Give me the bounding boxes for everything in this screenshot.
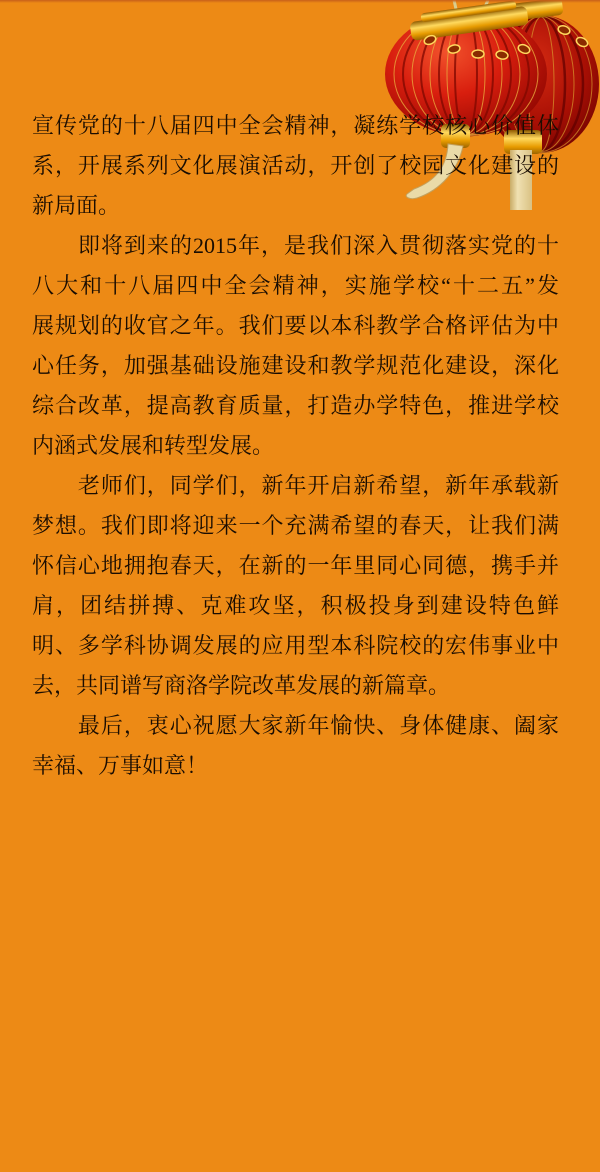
text-line: 怀信心地拥抱春天，在新的一年里同心同德，携手并 — [32, 553, 559, 578]
text-line: 幸福、万事如意！ — [32, 753, 209, 778]
text-line: 宣传党的十八届四中全会精神，凝练学校核心价值体 — [32, 113, 559, 138]
top-edge-divider — [0, 0, 600, 3]
paragraph-4 — [32, 706, 559, 786]
paragraph-1 — [32, 106, 559, 226]
text-line: 心任务，加强基础设施建设和教学规范化建设，深化 — [32, 353, 559, 378]
text-line: 老师们，同学们，新年开启新希望，新年承载新 — [32, 473, 559, 498]
text-line: 即将到来的2015年，是我们深入贯彻落实党的十 — [32, 233, 559, 258]
text-line: 明、多学科协调发展的应用型本科院校的宏伟事业中 — [32, 633, 559, 658]
text-line: 展规划的收官之年。我们要以本科教学合格评估为中 — [32, 313, 559, 338]
paragraph-2 — [32, 226, 559, 466]
text-line: 八大和十八届四中全会精神，实施学校“十二五”发 — [32, 273, 559, 298]
text-line: 新局面。 — [32, 193, 121, 218]
text-line: 梦想。我们即将迎来一个充满希望的春天，让我们满 — [32, 513, 559, 538]
text-line: 肩，团结拼搏、克难攻坚，积极投身到建设特色鲜 — [32, 593, 559, 618]
text-line: 系，开展系列文化展演活动，开创了校园文化建设的 — [32, 153, 559, 178]
paragraph-3 — [32, 466, 559, 706]
text-line: 去，共同谱写商洛学院改革发展的新篇章。 — [32, 673, 451, 698]
text-line: 最后，衷心祝愿大家新年愉快、身体健康、阖家 — [32, 713, 559, 738]
greeting-text — [32, 106, 559, 786]
text-line: 内涵式发展和转型发展。 — [32, 433, 275, 458]
text-line: 综合改革，提高教育质量，打造办学特色，推进学校 — [32, 393, 559, 418]
